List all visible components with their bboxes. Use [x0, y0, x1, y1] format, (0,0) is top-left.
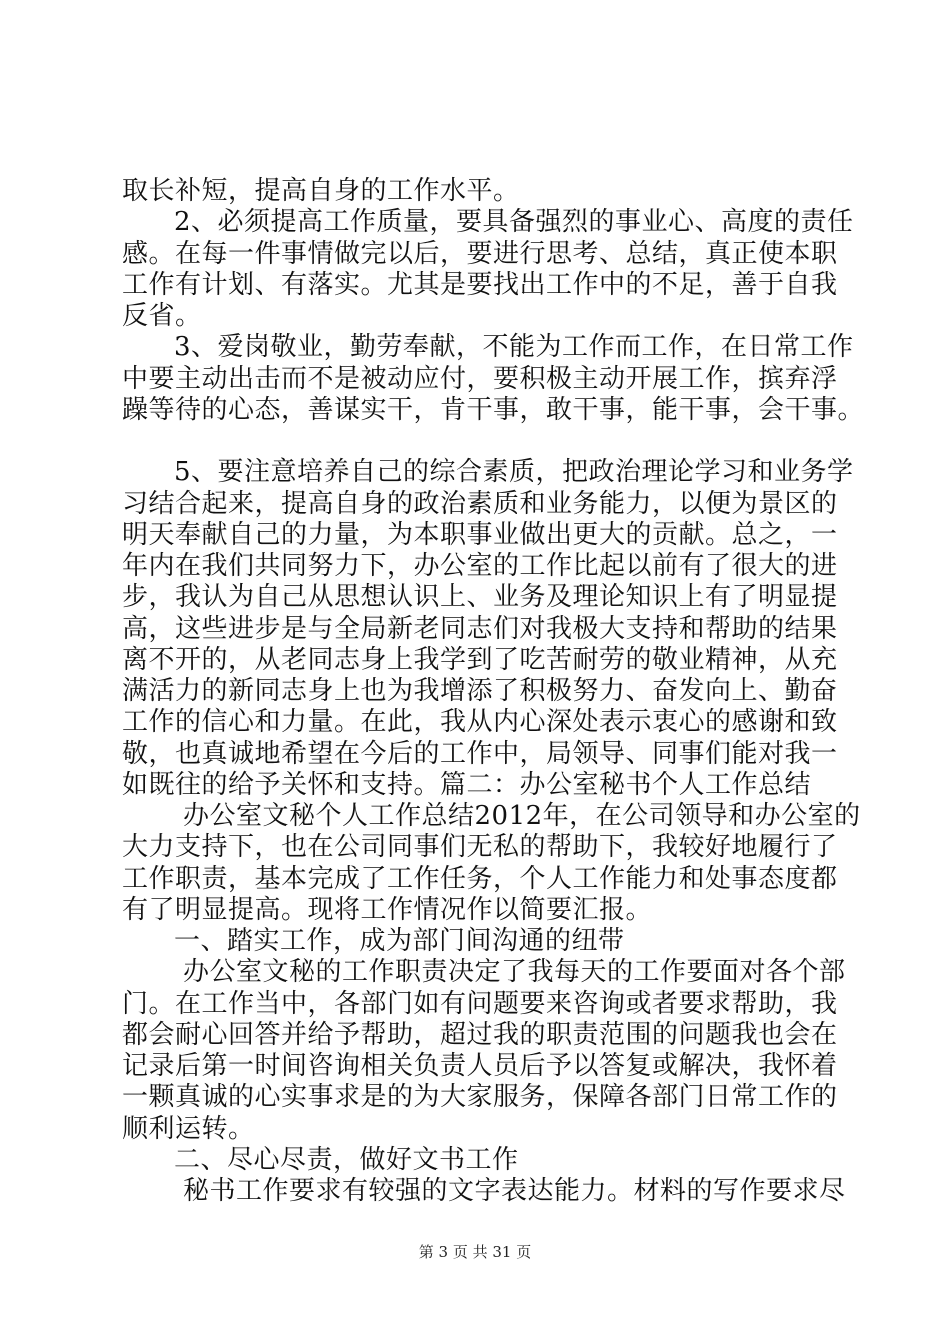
text-line: 敬，也真诚地希望在今后的工作中，局领导、同事们能对我一: [122, 739, 838, 769]
page-number-footer: 第 3 页 共 31 页: [418, 1243, 532, 1261]
text-line: 顺利运转。: [122, 1114, 255, 1144]
text-line: 都会耐心回答并给予帮助，超过我的职责范围的问题我也会在: [122, 1020, 838, 1050]
text-line: 工作的信心和力量。在此，我从内心深处表示衷心的感谢和致: [122, 707, 838, 737]
text-line: 取长补短，提高自身的工作水平。: [122, 176, 520, 206]
text-line: 如既往的给予关怀和支持。篇二：办公室秘书个人工作总结: [122, 770, 812, 800]
text-line: 离不开的，从老同志身上我学到了吃苦耐劳的敬业精神，从充: [122, 645, 838, 675]
text-line: 工作有计划、有落实。尤其是要找出工作中的不足，善于自我: [122, 270, 838, 300]
text-line: 满活力的新同志身上也为我增添了积极努力、奋发向上、勤奋: [122, 676, 838, 706]
text-line: 3、爱岗敬业，勤劳奉献，不能为工作而工作，在日常工作: [174, 332, 854, 362]
text-line: 2、必须提高工作质量，要具备强烈的事业心、高度的责任: [174, 207, 854, 237]
text-line: 中要主动出击而不是被动应付，要积极主动开展工作，摈弃浮: [122, 364, 838, 394]
section-heading: 一、踏实工作，成为部门间沟通的纽带: [174, 926, 625, 956]
text-line: 办公室文秘的工作职责决定了我每天的工作要面对各个部: [183, 957, 846, 987]
text-line: 办公室文秘个人工作总结2012年，在公司领导和办公室的: [183, 801, 861, 831]
text-line: 一颗真诚的心实事求是的为大家服务，保障各部门日常工作的: [122, 1082, 838, 1112]
text-line: 躁等待的心态，善谋实干，肯干事，敢干事，能干事，会干事。: [122, 395, 865, 425]
text-line: 年内在我们共同努力下，办公室的工作比起以前有了很大的进: [122, 551, 838, 581]
text-line: 大力支持下，也在公司同事们无私的帮助下，我较好地履行了: [122, 832, 838, 862]
text-line: 5、要注意培养自己的综合素质，把政治理论学习和业务学: [174, 457, 854, 487]
text-line: 步，我认为自己从思想认识上、业务及理论知识上有了明显提: [122, 582, 838, 612]
text-line: 高，这些进步是与全局新老同志们对我极大支持和帮助的结果: [122, 614, 838, 644]
text-line: 工作职责，基本完成了工作任务，个人工作能力和处事态度都: [122, 864, 838, 894]
text-line: 反省。: [122, 301, 202, 331]
text-line: 感。在每一件事情做完以后，要进行思考、总结，真正使本职: [122, 239, 838, 269]
text-line: 有了明显提高。现将工作情况作以简要汇报。: [122, 895, 653, 925]
text-line: 秘书工作要求有较强的文字表达能力。材料的写作要求尽: [183, 1176, 846, 1206]
text-line: 记录后第一时间咨询相关负责人员后予以答复或解决，我怀着: [122, 1051, 838, 1081]
text-line: 习结合起来，提高自身的政治素质和业务能力，以便为景区的: [122, 489, 838, 519]
text-line: 明天奉献自己的力量，为本职事业做出更大的贡献。总之，一: [122, 520, 838, 550]
text-line: 门。在工作当中，各部门如有问题要来咨询或者要求帮助，我: [122, 989, 838, 1019]
section-heading: 二、尽心尽责，做好文书工作: [174, 1145, 519, 1175]
